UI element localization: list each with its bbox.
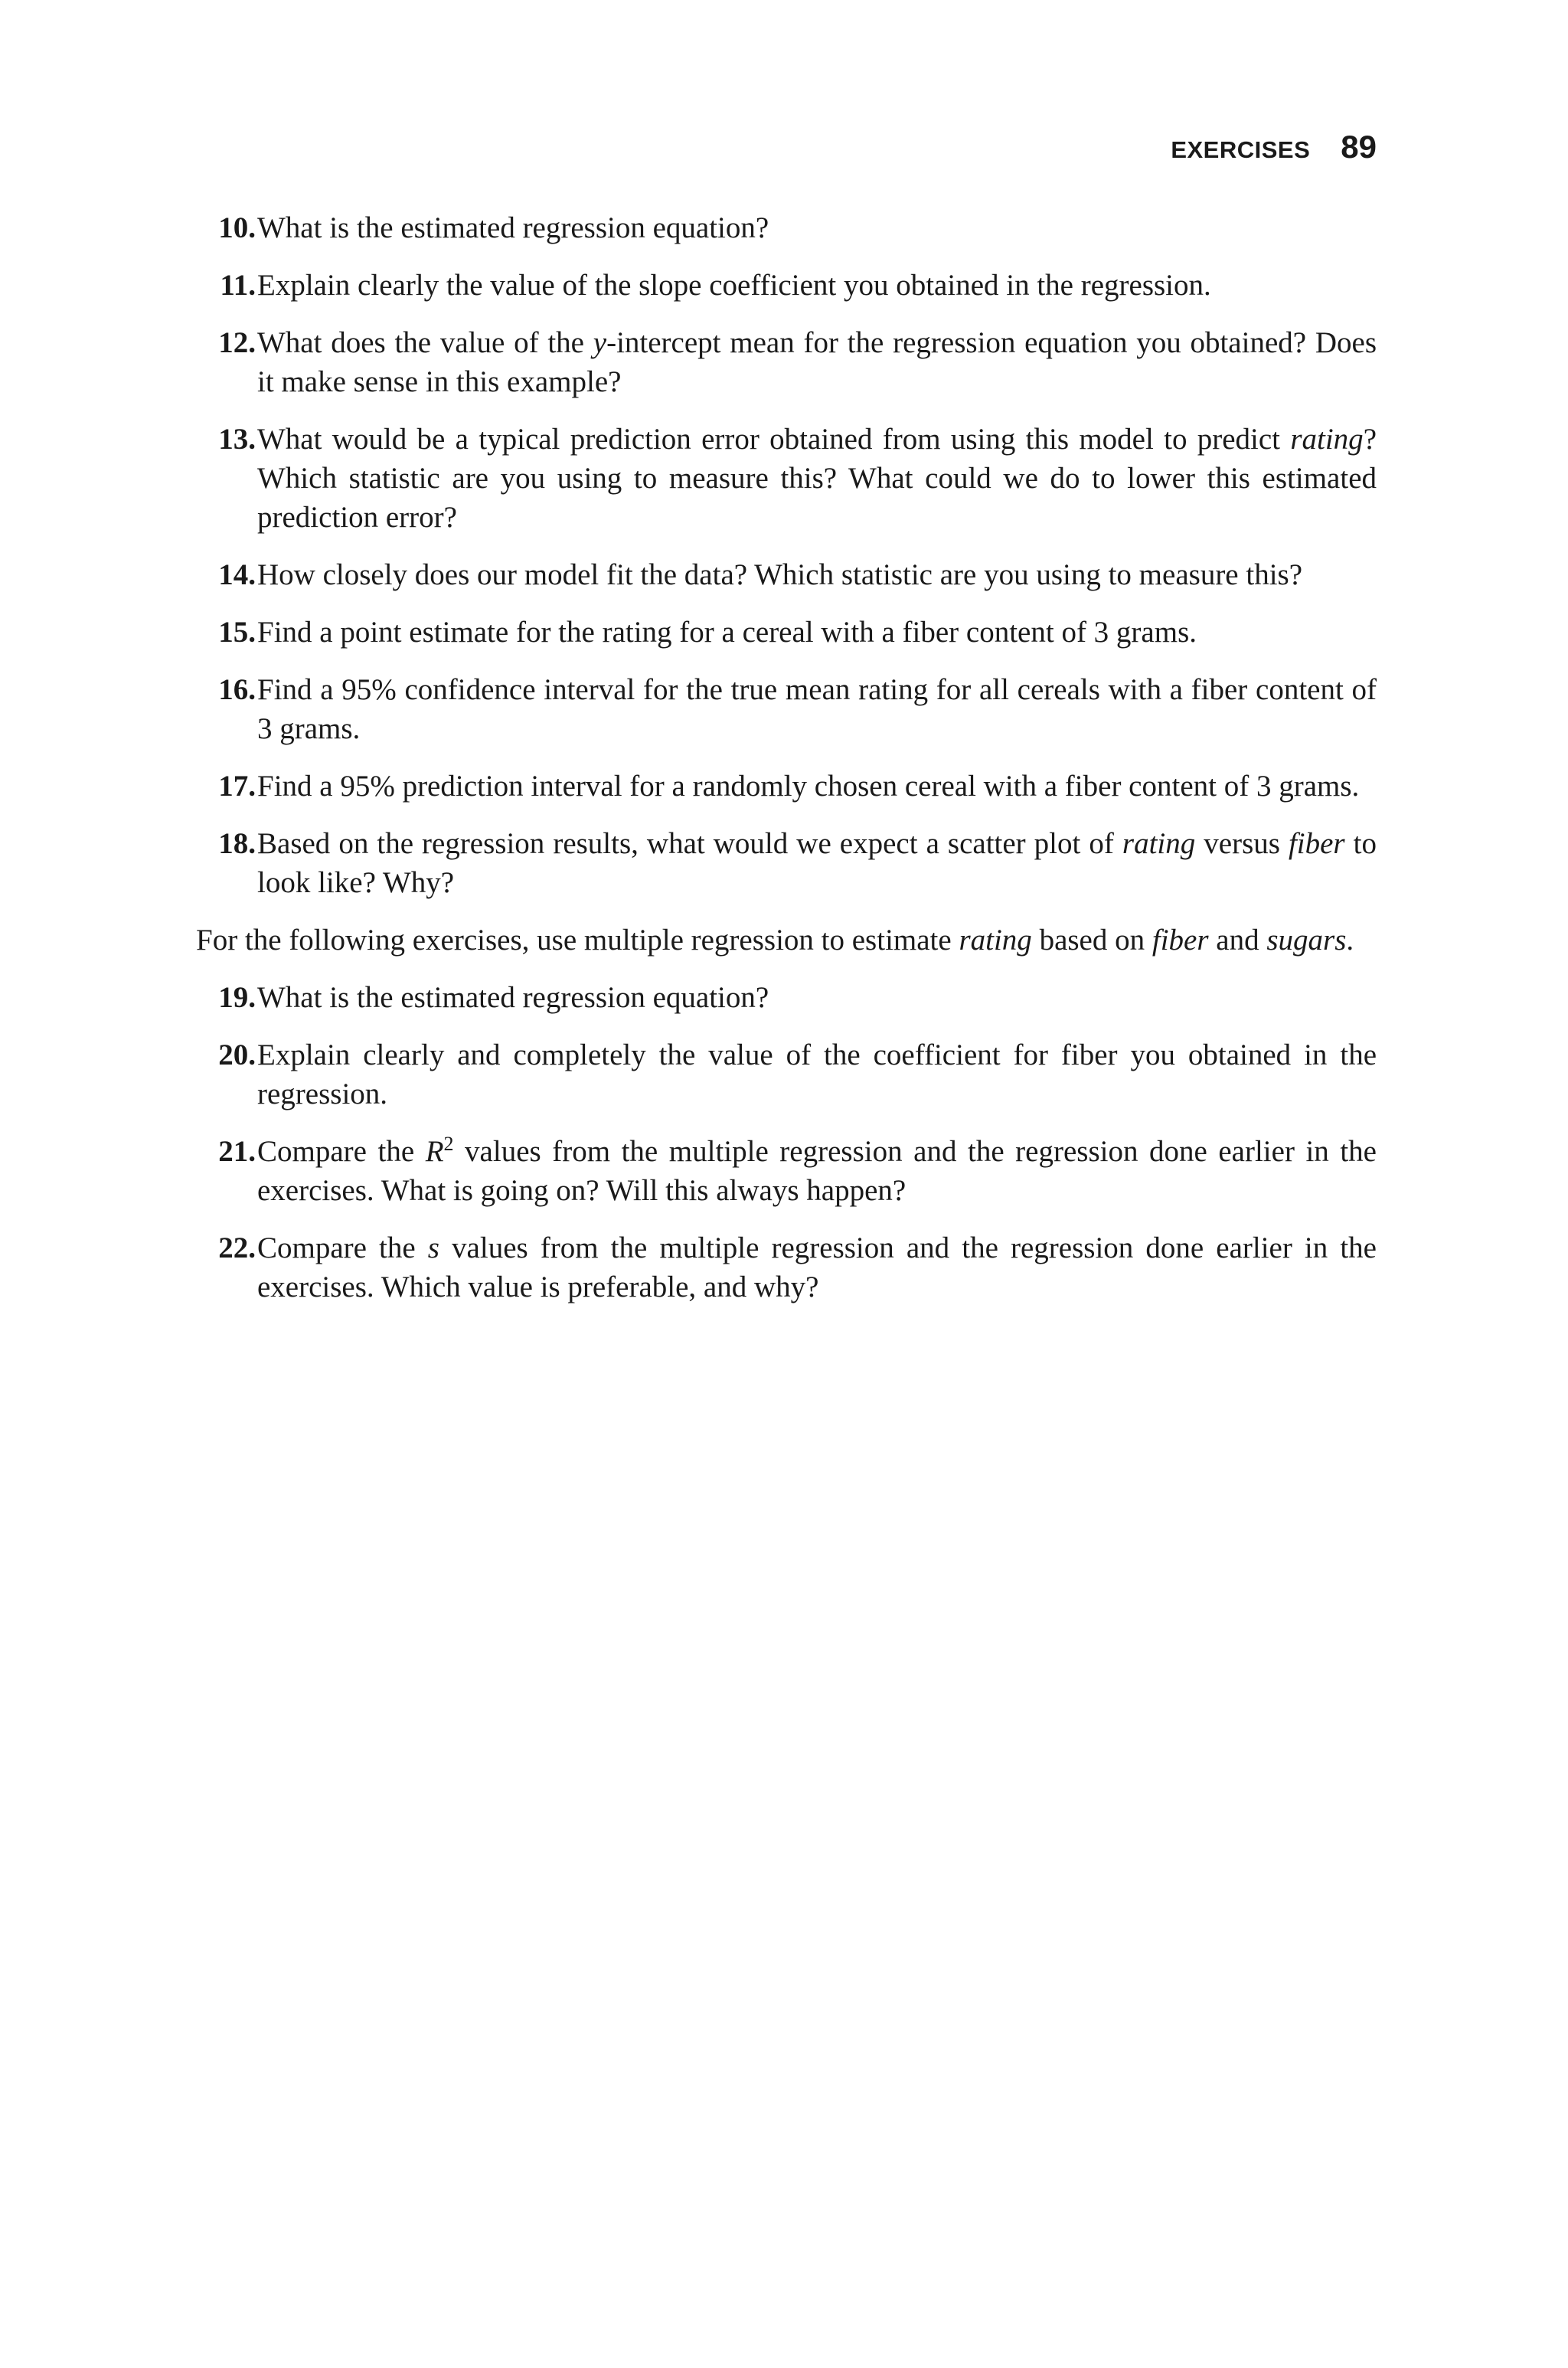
exercise-text xyxy=(257,1135,1377,1207)
exercise-text: What is the estimated regression equation? xyxy=(257,981,769,1014)
text-run: versus xyxy=(1195,827,1289,860)
exercise-number: 22. xyxy=(218,1231,256,1264)
text-run: . xyxy=(1346,924,1354,957)
exercise-number: 13. xyxy=(218,423,256,456)
italic-term: rating xyxy=(1290,423,1364,456)
exercise-number: 20. xyxy=(218,1038,256,1071)
exercise-text: Find a 95% confidence interval for the true mean rating for all cereals with a fiber content of 3 grams. xyxy=(257,673,1377,745)
text-run: values from the multiple regression and the regression done earlier in the exercises. Which value is preferable, and why? xyxy=(257,1231,1377,1303)
exercise-10 xyxy=(196,208,1377,247)
exercise-number: 18. xyxy=(218,827,256,860)
exercise-text: Explain clearly the value of the slope coefficient you obtained in the regression. xyxy=(257,269,1211,302)
text-run: -intercept mean for the regression equation you obtained? Does it make sense in this example? xyxy=(257,326,1377,398)
exercise-number: 21. xyxy=(218,1135,256,1168)
italic-term: fiber xyxy=(1152,924,1209,957)
text-run: What would be a typical prediction error obtained from using this model to predict xyxy=(257,423,1291,456)
italic-term: R xyxy=(425,1135,444,1168)
exercise-22 xyxy=(196,1228,1377,1307)
text-run: Based on the regression results, what would we expect a scatter plot of xyxy=(257,827,1122,860)
text-run: to look like? Why? xyxy=(257,827,1377,899)
exercise-number: 15. xyxy=(218,616,256,649)
exercise-21 xyxy=(196,1132,1377,1210)
text-run: For the following exercises, use multiple regression to estimate xyxy=(196,924,959,957)
exercise-17 xyxy=(196,767,1377,806)
exercise-number: 16. xyxy=(218,673,256,706)
italic-term: rating xyxy=(959,924,1032,957)
exercise-text: What is the estimated regression equation? xyxy=(257,211,769,244)
exercise-text: Find a point estimate for the rating for a cereal with a fiber content of 3 grams. xyxy=(257,616,1197,649)
italic-term: s xyxy=(427,1231,439,1264)
italic-term: y xyxy=(593,326,607,359)
exercise-number: 19. xyxy=(218,981,256,1014)
running-head xyxy=(1171,129,1377,165)
text-run: based on xyxy=(1031,924,1152,957)
exercise-number: 17. xyxy=(218,770,256,803)
section-intro xyxy=(196,921,1377,960)
exercise-text xyxy=(257,326,1377,398)
text-run: What does the value of the xyxy=(257,326,593,359)
superscript: 2 xyxy=(443,1133,454,1155)
exercise-13 xyxy=(196,420,1377,537)
exercise-text xyxy=(257,423,1377,534)
exercise-text: How closely does our model fit the data? Which statistic are you using to measure this? xyxy=(257,558,1303,591)
exercise-15 xyxy=(196,613,1377,652)
exercise-18 xyxy=(196,824,1377,902)
text-run: and xyxy=(1208,924,1267,957)
running-title: EXERCISES xyxy=(1171,136,1311,163)
exercise-14 xyxy=(196,555,1377,594)
exercise-16 xyxy=(196,670,1377,748)
exercise-text xyxy=(257,1231,1377,1303)
italic-term: rating xyxy=(1122,827,1196,860)
exercise-text: Find a 95% prediction interval for a randomly chosen cereal with a fiber content of 3 grams. xyxy=(257,770,1360,803)
exercise-number: 14. xyxy=(218,558,256,591)
exercise-12 xyxy=(196,323,1377,401)
exercise-number: 10. xyxy=(218,211,256,244)
text-run: Compare the xyxy=(257,1231,428,1264)
page-body xyxy=(196,208,1377,1325)
italic-term: sugars xyxy=(1266,924,1347,957)
exercise-text: Explain clearly and completely the value of the coefficient for fiber you obtained in the regression. xyxy=(257,1038,1377,1110)
page-number: 89 xyxy=(1341,129,1377,165)
italic-term: fiber xyxy=(1288,827,1345,860)
exercise-11 xyxy=(196,266,1377,305)
exercise-19 xyxy=(196,978,1377,1017)
text-run: Compare the xyxy=(257,1135,426,1168)
exercise-number: 11. xyxy=(220,269,256,302)
exercise-number: 12. xyxy=(218,326,256,359)
text-run: values from the multiple regression and the regression done earlier in the exercises. What is going on? Will this always happen? xyxy=(257,1135,1377,1207)
exercise-20 xyxy=(196,1035,1377,1114)
text-run: ? Which statistic are you using to measure this? What could we do to lower this estimated prediction error? xyxy=(257,423,1377,534)
exercise-text xyxy=(257,827,1377,899)
